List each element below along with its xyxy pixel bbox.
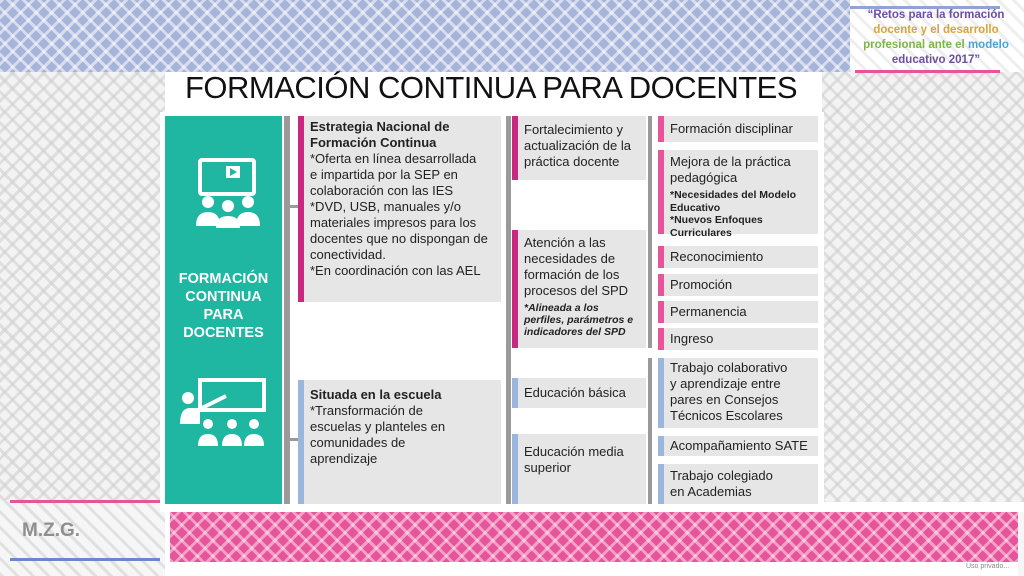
fortalecimiento-line-2: actualización de la — [524, 138, 631, 153]
quote-line-3b: modelo — [967, 39, 1009, 51]
situada-line-3: comunidades de — [310, 435, 406, 450]
disciplinar-text: Formación disciplinar — [670, 121, 793, 136]
box-disciplinar-bar — [658, 116, 664, 142]
box-colaborativo-bar — [658, 358, 664, 428]
estrategia-title-line-2: Formación Continua — [310, 135, 437, 150]
quote-box — [852, 8, 1020, 68]
colaborativo-line-3: pares en Consejos — [670, 392, 779, 407]
colaborativo-line-4: Técnicos Escolares — [670, 408, 783, 423]
colegiado-line-2: en Academias — [670, 484, 752, 499]
estrategia-line-7: conectividad. — [310, 247, 386, 262]
estrategia-line-5: materiales impresos para los — [310, 215, 477, 230]
box-formacion-disciplinar — [658, 116, 818, 142]
connector-level2-vertical — [506, 116, 511, 504]
box-media-bar — [512, 434, 518, 504]
situada-title: Situada en la escuela — [310, 387, 442, 402]
box-permanencia-bar — [658, 301, 664, 323]
box-fortalecimiento — [512, 116, 646, 180]
background-band-right — [822, 72, 1024, 502]
footer-note: Uso privado... — [966, 563, 1010, 570]
promocion-text: Promoción — [670, 277, 733, 292]
box-atencion-text — [524, 235, 640, 338]
box-mejora-text — [670, 154, 812, 239]
mejora-note-3: *Nuevos Enfoques Curriculares — [670, 214, 763, 239]
mejora-note-2: Educativo — [670, 201, 721, 214]
box-mejora-practica — [658, 150, 818, 239]
box-acompanamiento-bar — [658, 436, 664, 456]
left-rule-pink — [10, 500, 160, 503]
mejora-note-1: *Necesidades del Modelo — [670, 189, 797, 201]
estrategia-line-6: docentes que no dispongan de — [310, 231, 488, 246]
box-permanencia — [658, 301, 818, 323]
fortalecimiento-line-3: práctica docente — [524, 154, 620, 169]
box-atencion — [512, 230, 646, 348]
box-colegiado-text — [670, 468, 812, 500]
estrategia-title-line-1: Estrategia Nacional de — [310, 119, 450, 134]
situada-line-4: aprendizaje — [310, 451, 378, 466]
main-concept-line-2: CONTINUA — [185, 289, 262, 305]
ingreso-text: Ingreso — [670, 331, 714, 346]
quote-line-3a: profesional ante el — [863, 39, 965, 51]
main-concept-line-3: PARA — [203, 307, 244, 323]
atencion-line-3: formación de los — [524, 267, 620, 282]
box-ingreso — [658, 328, 818, 350]
box-trabajo-colegiado — [658, 464, 818, 504]
estrategia-line-4: *DVD, USB, manuales y/o — [310, 199, 462, 214]
connector-main-vertical — [284, 116, 290, 504]
box-situada-text — [310, 387, 495, 467]
box-reconocimiento — [658, 246, 818, 268]
box-estrategia-text — [310, 119, 495, 279]
box-educacion-media — [512, 434, 646, 504]
basica-text: Educación básica — [524, 385, 626, 400]
box-colegiado-bar — [658, 464, 664, 504]
box-fortalecimiento-text — [524, 122, 640, 170]
left-rule-blue — [10, 558, 160, 561]
box-promocion — [658, 274, 818, 296]
box-media-text — [524, 444, 640, 476]
atencion-note-3: indicadores del SPD — [524, 326, 626, 338]
box-situada-escuela — [298, 380, 501, 504]
connector-level3-vertical-bottom — [648, 358, 652, 504]
media-line-2: superior — [524, 460, 571, 475]
teacher-classroom-icon — [178, 378, 268, 448]
box-estrategia-bar — [298, 116, 304, 302]
author-initials: M.Z.G. — [22, 520, 81, 541]
box-promocion-bar — [658, 274, 664, 296]
box-situada-bar — [298, 380, 304, 504]
atencion-note-2: perfiles, parámetros e — [524, 314, 634, 326]
box-basica-bar — [512, 378, 518, 408]
mejora-line-2: pedagógica — [670, 170, 738, 185]
box-mejora-bar — [658, 150, 664, 234]
main-concept-line-1: FORMACIÓN — [178, 271, 269, 287]
permanencia-text: Permanencia — [670, 304, 747, 319]
colaborativo-line-2: y aprendizaje entre — [670, 376, 781, 391]
main-concept-line-4: DOCENTES — [183, 325, 264, 341]
box-trabajo-colaborativo — [658, 358, 818, 428]
box-educacion-basica — [512, 378, 646, 408]
estrategia-line-8: *En coordinación con las AEL — [310, 263, 481, 278]
situada-line-1: *Transformación de — [310, 403, 423, 418]
atencion-line-4: procesos del SPD — [524, 283, 629, 298]
situada-line-2: escuelas y planteles en — [310, 419, 446, 434]
box-ingreso-bar — [658, 328, 664, 350]
atencion-line-1: Atención a las — [524, 235, 606, 250]
media-line-1: Educación media — [524, 444, 624, 459]
box-fortalecimiento-bar — [512, 116, 518, 180]
colegiado-line-1: Trabajo colegiado — [670, 468, 773, 483]
quote-line-4: educativo 2017” — [891, 54, 981, 66]
box-atencion-bar — [512, 230, 518, 348]
estrategia-line-1: *Oferta en línea desarrollada — [310, 151, 477, 166]
acompanamiento-text: Acompañamiento SATE — [670, 438, 808, 453]
background-band-top — [0, 0, 850, 72]
estrategia-line-3: colaboración con las IES — [310, 183, 454, 198]
colaborativo-line-1: Trabajo colaborativo — [670, 360, 788, 375]
online-class-icon — [188, 158, 268, 230]
fortalecimiento-line-1: Fortalecimiento y — [524, 122, 623, 137]
box-estrategia-nacional — [298, 116, 501, 302]
main-concept-label — [165, 270, 282, 342]
box-reconocimiento-bar — [658, 246, 664, 268]
atencion-note-1: *Alineada a los — [524, 302, 599, 314]
box-acompanamiento-sate — [658, 436, 818, 456]
quote-line-2: docente y el desarrollo — [873, 24, 999, 36]
background-band-bottom — [170, 512, 1018, 562]
quote-line-1: “Retos para la formación — [867, 9, 1005, 21]
reconocimiento-text: Reconocimiento — [670, 249, 764, 264]
mejora-line-1: Mejora de la práctica — [670, 154, 791, 169]
box-colaborativo-text — [670, 360, 812, 424]
connector-level3-vertical-top — [648, 116, 652, 348]
estrategia-line-2: e impartida por la SEP en — [310, 167, 458, 182]
background-band-bottom-right — [1018, 512, 1024, 576]
page-title: FORMACIÓN CONTINUA PARA DOCENTES — [184, 70, 798, 105]
atencion-line-2: necesidades de — [524, 251, 616, 266]
